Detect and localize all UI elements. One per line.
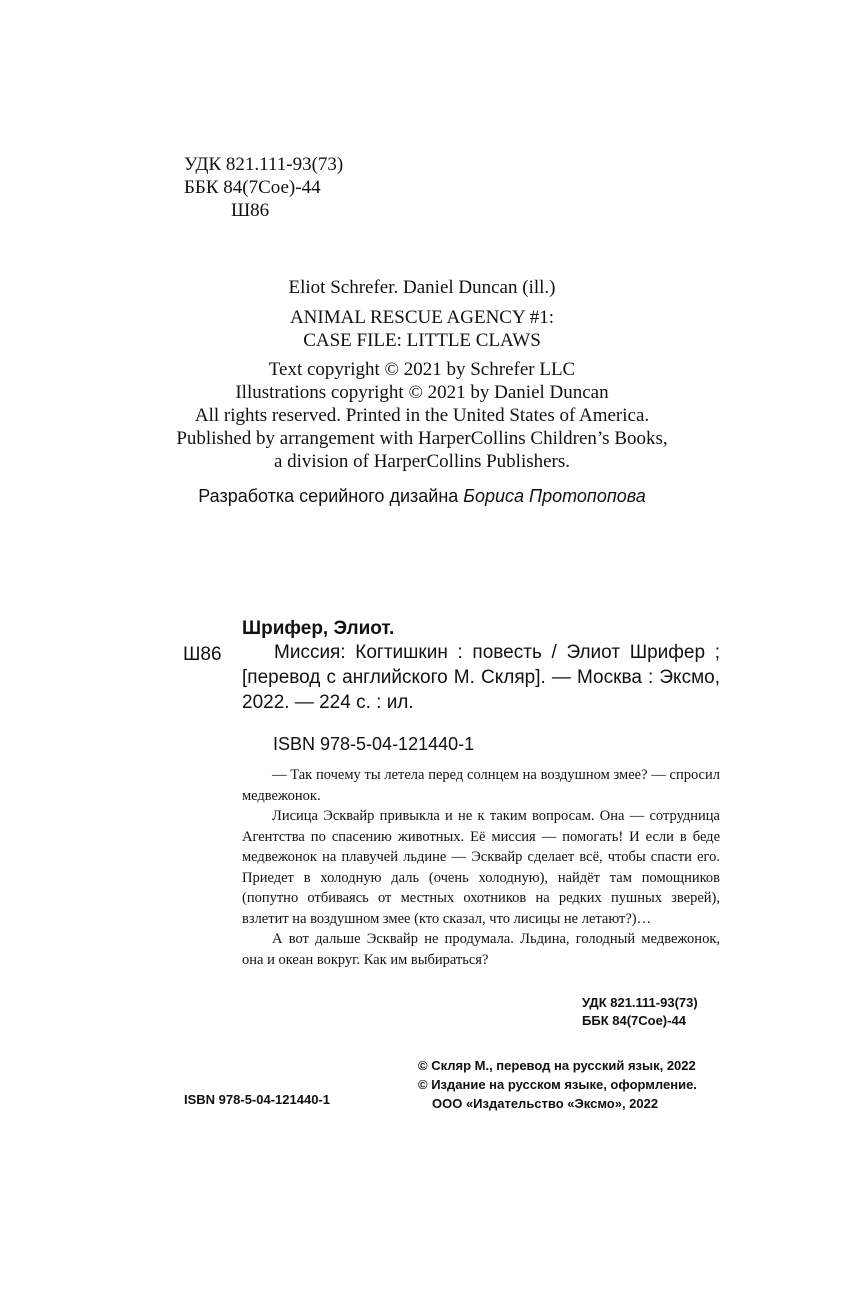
footer-isbn: ISBN 978-5-04-121440-1 bbox=[184, 1092, 330, 1107]
footer-udk: УДК 821.111-93(73) bbox=[582, 995, 698, 1010]
original-authors: Eliot Schrefer. Daniel Duncan (ill.) bbox=[288, 277, 556, 298]
copyright-line: All rights reserved. Printed in the United States of America. bbox=[194, 405, 650, 426]
copyright-line: Illustrations copyright © 2021 by Daniel Duncan bbox=[235, 382, 609, 403]
original-book-title: CASE FILE: LITTLE CLAWS bbox=[303, 330, 541, 351]
design-credit-prefix: Разработка серийного дизайна bbox=[198, 486, 464, 506]
description-text: Миссия: Когтишкин : повесть / Элиот Шрифер ; [перевод с английского М. Скляр]. — Москва : Эксмо, 2022. — 224 с. : ил. bbox=[242, 642, 720, 713]
copyright-line: Text copyright © 2021 by Schrefer LLC bbox=[268, 359, 576, 380]
classification-codes bbox=[184, 153, 343, 222]
footer-copyright bbox=[418, 1056, 697, 1113]
catalog-cipher: Ш86 bbox=[183, 644, 222, 665]
annotation bbox=[242, 765, 720, 970]
publisher-name: ООО «Издательство «Эксмо», 2022 bbox=[432, 1096, 659, 1111]
footer-codes bbox=[582, 994, 698, 1030]
annotation-paragraph: — Так почему ты летела перед солнцем на воздушном змее? — спросил медвежонок. bbox=[242, 767, 720, 804]
footer-bbk: ББК 84(7Сое)-44 bbox=[582, 1013, 686, 1028]
bibliographic-description bbox=[242, 640, 720, 715]
author-heading: Шрифер, Элиот. bbox=[242, 618, 395, 639]
annotation-paragraph: А вот дальше Эсквайр не продумала. Льдина, голодный медвежонок, она и океан вокруг. Как им выбираться? bbox=[242, 931, 720, 968]
design-credit bbox=[0, 486, 844, 507]
annotation-paragraph: Лисица Эсквайр привыкла и не к таким вопросам. Она — сотрудница Агентства по спасению животных. Её миссия — помогать! И если в беде медвежонок на плавучей льдине — Эсквайр сделает всё, чтобы спасти его. Приедет в холодную даль (очень холодную), найдёт там помощников (попутно отбиваясь от местных охотников на редких пушных зверей), взлетит на воздушном змее (кто сказал, что лисицы не летают?)… bbox=[242, 808, 720, 927]
copyright-line: a division of HarperCollins Publishers. bbox=[273, 451, 571, 472]
author-cipher: Ш86 bbox=[231, 200, 270, 221]
copyright-line: Published by arrangement with HarperCollins Children’s Books, bbox=[176, 428, 668, 449]
designer-name: Бориса Протопопова bbox=[463, 486, 646, 506]
udk-code: УДК 821.111-93(73) bbox=[184, 154, 344, 175]
translation-copyright: © Скляр М., перевод на русский язык, 2022 bbox=[418, 1058, 696, 1073]
edition-copyright: © Издание на русском языке, оформление. bbox=[418, 1077, 697, 1092]
original-series-title: ANIMAL RESCUE AGENCY #1: bbox=[289, 307, 555, 328]
isbn: ISBN 978-5-04-121440-1 bbox=[273, 734, 475, 754]
bbk-code: ББК 84(7Сое)-44 bbox=[184, 177, 321, 198]
copyright-notice bbox=[0, 358, 844, 473]
